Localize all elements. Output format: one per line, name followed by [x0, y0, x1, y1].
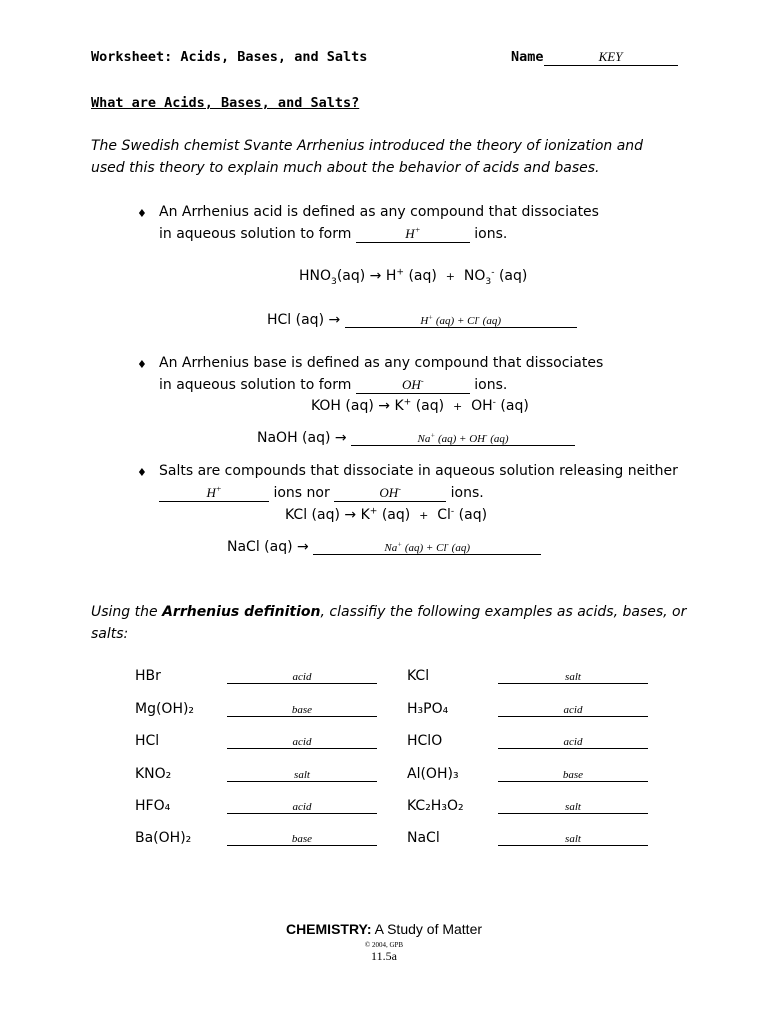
bullet-icon: ♦ — [137, 466, 147, 479]
footer-brand-bold: CHEMISTRY: — [285, 921, 372, 937]
acid-def-line-1: An Arrhenius acid is defined as any compound that dissociates — [159, 204, 599, 220]
classification-blank[interactable] — [498, 704, 648, 717]
hcl-ans-1-sup: + — [428, 313, 434, 322]
salt-def-line-1: Salts are compounds that dissociate in aqueous solution releasing neither — [159, 463, 678, 479]
equation-naoh — [257, 430, 575, 446]
eq-koh-e: (aq) — [500, 398, 529, 414]
equation-hcl — [267, 312, 577, 328]
salt-h-blank[interactable] — [159, 485, 269, 502]
base-ion-blank[interactable] — [356, 377, 470, 394]
equation-kcl — [285, 507, 487, 523]
salt-def-line-2 — [159, 485, 484, 502]
classification-blank[interactable] — [498, 736, 648, 749]
classification-answer: base — [291, 704, 313, 716]
equation-hno3 — [299, 267, 528, 287]
classification-answer: acid — [563, 736, 583, 748]
compound-name: KCl — [407, 668, 430, 684]
nacl-answer-blank[interactable] — [313, 542, 541, 555]
salt-oh-base: OH — [379, 485, 399, 500]
eq-koh-d-sup: - — [492, 397, 496, 408]
nacl-ans-2: (aq) — [404, 542, 424, 554]
eq-kcl-a: KCl (aq) → — [285, 507, 357, 523]
left-item-1 — [135, 668, 377, 684]
right-item-5 — [407, 798, 648, 814]
compound-name: NaCl — [407, 830, 440, 846]
left-item-4 — [135, 766, 377, 782]
classification-blank[interactable] — [227, 801, 377, 814]
hcl-ans-1: H — [420, 315, 429, 327]
equation-nacl — [227, 539, 541, 555]
compound-name: KNO₂ — [135, 766, 172, 782]
acid-def-pre: in aqueous solution to form — [159, 226, 352, 242]
classify-post: , classifiy the following examples as acids, bases, or — [320, 604, 687, 620]
compound-name: HCl — [135, 733, 160, 749]
nacl-ans-3-sup: - — [446, 540, 449, 549]
naoh-ans-3-sup: - — [485, 431, 488, 440]
eq-kcl-d-sup: - — [450, 506, 455, 517]
base-ion-sup: - — [420, 375, 424, 386]
nacl-ans-plus: + — [425, 542, 434, 554]
eq-koh-plus: + — [453, 400, 463, 413]
acid-def-line-2 — [159, 226, 507, 243]
base-def-post: ions. — [474, 377, 508, 393]
eq-hno3-e: NO — [463, 268, 486, 284]
naoh-ans-plus: + — [459, 433, 467, 445]
acid-ion-blank[interactable] — [356, 226, 470, 243]
classify-pre: Using the — [91, 604, 158, 620]
compound-name: Ba(OH)₂ — [135, 830, 192, 846]
compound-name: Mg(OH)₂ — [135, 701, 195, 717]
salt-h-base: H — [206, 485, 216, 500]
classify-bold: Arrhenius definition — [162, 604, 321, 620]
eq-hno3-f: (aq) — [498, 268, 528, 284]
bullet-icon: ♦ — [137, 358, 147, 371]
name-label-text: Name — [511, 49, 544, 65]
classification-blank[interactable] — [498, 769, 648, 782]
right-item-6 — [407, 830, 648, 846]
naoh-ans-1-sup: + — [430, 431, 436, 440]
hcl-ans-plus: + — [456, 315, 465, 327]
classification-blank[interactable] — [498, 801, 648, 814]
classification-blank[interactable] — [498, 671, 648, 684]
eq-nacl-lhs: NaCl (aq) → — [227, 539, 309, 555]
compound-name: HFO₄ — [135, 798, 171, 814]
left-item-6 — [135, 830, 377, 846]
hcl-ans-2: (aq) — [435, 315, 455, 327]
acid-def-post: ions. — [474, 226, 508, 242]
classification-answer: salt — [294, 769, 310, 781]
naoh-ans-3: OH — [469, 433, 486, 445]
nacl-ans-1: Na — [384, 542, 398, 554]
classify-line-1 — [91, 604, 686, 620]
footer-brand-rest: A Study of Matter — [371, 921, 483, 937]
compound-name: Al(OH)₃ — [407, 766, 459, 782]
eq-kcl-d: Cl — [437, 507, 451, 523]
name-value: KEY — [598, 49, 623, 64]
right-item-2 — [407, 701, 648, 717]
salt-oh-blank[interactable] — [334, 485, 446, 502]
section-title: What are Acids, Bases, and Salts? — [91, 95, 360, 111]
hcl-ans-4: (aq) — [482, 315, 501, 327]
eq-koh-d: OH — [471, 398, 493, 414]
acid-ion-base: H — [405, 226, 415, 241]
eq-hcl-lhs: HCl (aq) → — [267, 312, 341, 328]
classification-blank[interactable] — [498, 833, 648, 846]
eq-hno3-b: (aq) → — [336, 268, 382, 284]
right-item-1 — [407, 668, 648, 684]
base-ion-base: OH — [402, 377, 421, 392]
eq-koh-a: KOH (aq) → — [311, 398, 390, 414]
eq-kcl-plus: + — [419, 509, 429, 522]
classification-answer: acid — [292, 736, 312, 748]
left-item-3 — [135, 733, 377, 749]
salt-def-post: ions. — [450, 485, 484, 501]
compound-name: KC₂H₃O₂ — [407, 798, 464, 814]
eq-kcl-b: K — [360, 507, 370, 523]
eq-hno3-plus: + — [445, 270, 455, 283]
salt-oh-sup: - — [398, 483, 401, 494]
classification-blank[interactable] — [227, 833, 377, 846]
eq-hno3-e-sup: - — [491, 267, 495, 278]
hcl-ans-3-sup: - — [477, 313, 480, 322]
left-item-5 — [135, 798, 377, 814]
right-item-3 — [407, 733, 648, 749]
base-def-line-2 — [159, 377, 507, 394]
classification-answer: salt — [565, 801, 581, 813]
eq-hno3-a: HNO — [299, 268, 332, 284]
intro-line-2: used this theory to explain much about the behavior of acids and bases. — [91, 160, 600, 176]
footer-copyright: © 2004, GPB — [364, 941, 404, 949]
eq-koh-b-sup: + — [403, 397, 412, 408]
compound-name: H₃PO₄ — [407, 701, 449, 717]
right-item-4 — [407, 766, 648, 782]
classify-line-2: salts: — [91, 626, 129, 642]
eq-hno3-c-sup: + — [396, 267, 405, 278]
classification-answer: acid — [292, 671, 312, 683]
classification-answer: salt — [565, 833, 581, 845]
naoh-answer-blank[interactable] — [351, 433, 575, 446]
name-label — [511, 49, 678, 66]
base-def-line-1: An Arrhenius base is defined as any compound that dissociates — [159, 355, 604, 371]
hcl-ans-3: Cl — [467, 315, 478, 327]
classification-blank[interactable] — [227, 736, 377, 749]
eq-hno3-d: (aq) — [408, 268, 437, 284]
eq-kcl-b-sup: + — [369, 506, 378, 517]
bullet-icon: ♦ — [137, 207, 147, 220]
base-def-pre: in aqueous solution to form — [159, 377, 352, 393]
eq-koh-c: (aq) — [415, 398, 445, 414]
classification-answer: base — [562, 769, 584, 781]
nacl-ans-4: (aq) — [451, 542, 470, 554]
compound-name: HBr — [135, 668, 161, 684]
classification-answer: acid — [563, 704, 583, 716]
salt-h-sup: + — [215, 483, 222, 494]
eq-kcl-e: (aq) — [458, 507, 488, 523]
eq-hno3-a-sub: 3 — [331, 276, 337, 287]
classification-blank[interactable] — [227, 671, 377, 684]
worksheet-title: Worksheet: Acids, Bases, and Salts — [91, 49, 368, 65]
footer-brand — [0, 921, 768, 937]
equation-koh — [311, 398, 529, 414]
classification-blank[interactable] — [227, 769, 377, 782]
nacl-ans-1-sup: + — [397, 540, 403, 549]
left-item-2 — [135, 701, 377, 717]
naoh-ans-4: (aq) — [490, 433, 509, 445]
eq-hno3-e-sub: 3 — [485, 276, 492, 287]
classification-blank[interactable] — [227, 704, 377, 717]
nacl-ans-3: Cl — [436, 542, 447, 554]
eq-koh-b: K — [394, 398, 404, 414]
eq-kcl-c: (aq) — [381, 507, 411, 523]
naoh-ans-2: (aq) — [437, 433, 457, 445]
compound-name: HClO — [407, 733, 443, 749]
salt-def-mid: ions nor — [273, 485, 330, 501]
eq-hno3-c: H — [385, 268, 397, 284]
eq-naoh-lhs: NaOH (aq) → — [257, 430, 347, 446]
hcl-answer-blank[interactable] — [345, 315, 577, 328]
classification-answer: salt — [565, 671, 581, 683]
classification-answer: acid — [292, 801, 312, 813]
classification-answer: base — [291, 833, 313, 845]
intro-line-1: The Swedish chemist Svante Arrhenius introduced the theory of ionization and — [91, 138, 644, 154]
naoh-ans-1: Na — [417, 433, 431, 445]
footer-page-number: 11.5a — [371, 949, 397, 963]
acid-ion-sup: + — [414, 224, 421, 235]
name-field[interactable] — [544, 49, 678, 66]
